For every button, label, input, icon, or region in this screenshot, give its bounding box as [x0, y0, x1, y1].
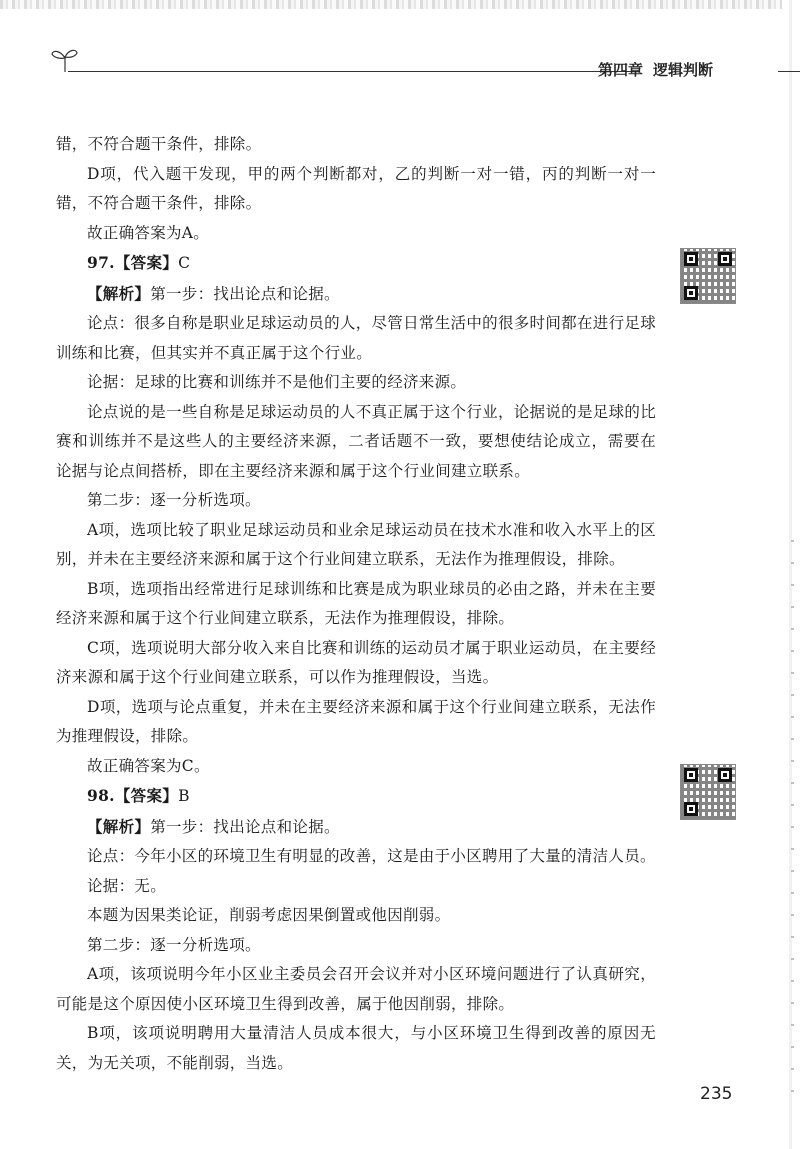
page-header — [50, 44, 790, 84]
paragraph: 错，不符合题干条件，排除。 — [56, 135, 262, 153]
answer-label: 97.【答案】 — [87, 253, 179, 272]
answer-97 — [56, 248, 656, 279]
answer-value: C — [178, 254, 191, 272]
header-rule-left — [68, 71, 640, 72]
page-number: 235 — [700, 1084, 733, 1104]
option-b: B项，该项说明聘用大量清洁人员成本很大，与小区环境卫生得到改善的原因无关，为无关项，不能削弱，当选。 — [56, 1024, 656, 1072]
qr-code-icon[interactable] — [680, 764, 736, 820]
paragraph: 论点：今年小区的环境卫生有明显的改善，这是由于小区聘用了大量的清洁人员。 — [87, 847, 656, 865]
answer-value: B — [178, 787, 190, 805]
option-b: B项，选项指出经常进行足球训练和比赛是成为职业球员的必由之路，并未在主要经济来源和属于这个行业间建立联系，无法作为推理假设，排除。 — [56, 579, 656, 627]
analysis-label: 【解析】 — [87, 283, 151, 303]
sprout-icon — [50, 46, 80, 74]
analysis-98: 【解析】第一步：找出论点和论据。 — [87, 816, 340, 836]
option-d: D项，选项与论点重复，并未在主要经济来源和属于这个行业间建立联系，无法作为推理假设，排除。 — [56, 697, 656, 745]
scan-edge-top — [0, 0, 800, 9]
analysis-97: 【解析】第一步：找出论点和论据。 — [87, 283, 340, 303]
paragraph: 本题为因果类论证，削弱考虑因果倒置或他因削弱。 — [87, 906, 451, 924]
paragraph: 第二步：逐一分析选项。 — [87, 491, 261, 509]
paragraph: 故正确答案为A。 — [87, 223, 210, 242]
chapter-heading — [598, 59, 800, 83]
header-rule-right — [778, 71, 800, 72]
option-c: C项，选项说明大部分收入来自比赛和训练的运动员才属于职业运动员，在主要经济来源和属于这个行业间建立联系，可以作为推理假设，当选。 — [56, 638, 656, 686]
paragraph: D项，代入题干发现，甲的两个判断都对，乙的判断一对一错，丙的判断一对一错，不符合题干条件，排除。 — [56, 164, 656, 212]
answer-label: 98.【答案】 — [87, 786, 179, 805]
paragraph: 论点说的是一些自称是足球运动员的人不真正属于这个行业，论据说的是足球的比赛和训练并不是这些人的主要经济来源，二者话题不一致，要想使结论成立，需要在论据与论点间搭桥，即在主要经济来源和属于这个行业间建立联系。 — [56, 402, 656, 480]
paragraph: 故正确答案为C。 — [87, 756, 210, 775]
scan-dots — [791, 540, 794, 1100]
paragraph: 论据：无。 — [87, 876, 167, 895]
qr-code-icon[interactable] — [680, 248, 736, 304]
analysis-label: 【解析】 — [87, 816, 151, 836]
chapter-number: 第四章 — [598, 61, 644, 79]
option-a: A项，选项比较了职业足球运动员和业余足球运动员在技术水准和收入水平上的区别，并未在主要经济来源和属于这个行业间建立联系，无法作为推理假设，排除。 — [56, 520, 656, 568]
paragraph: 论据：足球的比赛和训练并不是他们主要的经济来源。 — [87, 373, 467, 391]
paragraph: 论点：很多自称是职业足球运动员的人，尽管日常生活中的很多时间都在进行足球训练和比赛，但其实并不真正属于这个行业。 — [56, 314, 656, 362]
answer-98 — [56, 781, 656, 812]
body-text — [56, 130, 656, 1078]
option-a: A项，该项说明今年小区业主委员会召开会议并对小区环境问题进行了认真研究，可能是这个原因使小区环境卫生得到改善，属于他因削弱，排除。 — [56, 965, 656, 1013]
paragraph: 第二步：逐一分析选项。 — [87, 935, 261, 954]
chapter-title: 逻辑判断 — [653, 61, 714, 79]
